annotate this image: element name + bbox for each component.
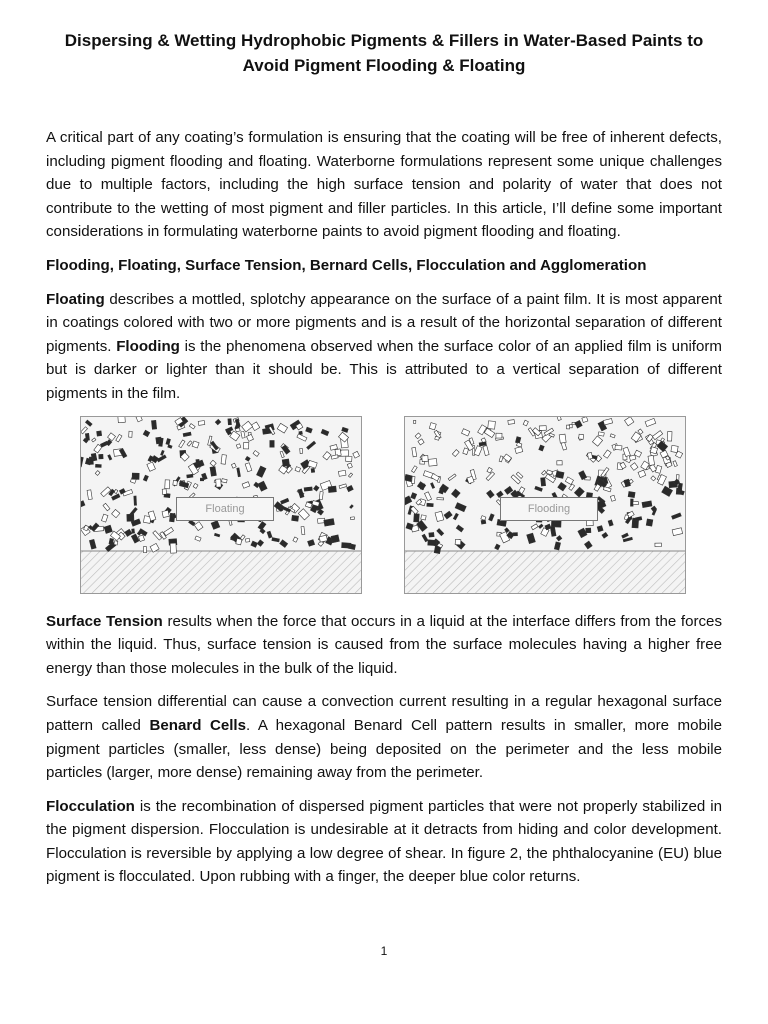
- dark-pigment-particle: [347, 485, 354, 491]
- dark-pigment-particle: [328, 486, 336, 492]
- dark-pigment-particle: [556, 535, 562, 540]
- dark-pigment-particle: [350, 504, 354, 508]
- term-flooding: Flooding: [116, 337, 180, 355]
- light-pigment-particle: [435, 511, 444, 521]
- light-pigment-particle: [350, 516, 354, 519]
- light-pigment-particle: [95, 470, 100, 475]
- light-pigment-particle: [488, 420, 496, 428]
- dark-pigment-particle: [430, 482, 434, 488]
- light-pigment-particle: [253, 450, 259, 456]
- dark-pigment-particle: [132, 473, 139, 479]
- light-pigment-particle: [346, 456, 352, 461]
- light-pigment-particle: [103, 503, 110, 511]
- dark-pigment-particle: [257, 466, 266, 477]
- light-pigment-particle: [667, 431, 672, 441]
- light-pigment-particle: [236, 538, 242, 544]
- dark-pigment-particle: [623, 537, 632, 542]
- light-pigment-particle: [412, 447, 417, 456]
- substrate: [405, 551, 685, 593]
- light-pigment-particle: [481, 515, 486, 520]
- light-pigment-particle: [418, 438, 424, 444]
- dark-pigment-particle: [422, 534, 428, 542]
- dark-pigment-particle: [584, 541, 592, 549]
- title-line-1: Dispersing & Wetting Hydrophobic Pigments & Fillers in Water-Based Paints to: [64, 31, 704, 50]
- dark-pigment-particle: [456, 525, 463, 532]
- page-number: 1: [380, 944, 388, 958]
- light-pigment-particle: [496, 433, 502, 438]
- dark-pigment-particle: [89, 456, 93, 464]
- light-pigment-particle: [561, 442, 567, 450]
- light-pigment-particle: [539, 425, 546, 430]
- light-pigment-particle: [655, 465, 661, 473]
- light-pigment-particle: [671, 445, 678, 452]
- light-pigment-particle: [431, 473, 439, 480]
- dark-pigment-particle: [267, 531, 272, 538]
- light-pigment-particle: [147, 462, 156, 471]
- light-pigment-particle: [437, 497, 444, 499]
- light-pigment-particle: [582, 417, 588, 422]
- light-pigment-particle: [415, 432, 421, 438]
- floating-diagram: [80, 416, 362, 594]
- dark-pigment-particle: [342, 427, 349, 432]
- dark-pigment-particle: [308, 539, 315, 546]
- document-title: [46, 28, 722, 78]
- light-pigment-particle: [221, 454, 226, 464]
- dark-pigment-particle: [342, 542, 351, 548]
- light-pigment-particle: [231, 463, 236, 468]
- light-pigment-particle: [170, 543, 176, 553]
- light-pigment-particle: [615, 445, 622, 450]
- light-pigment-particle: [216, 478, 222, 486]
- light-pigment-particle: [455, 539, 461, 545]
- dark-pigment-particle: [196, 459, 199, 463]
- dark-pigment-particle: [405, 474, 412, 481]
- dark-pigment-particle: [251, 541, 258, 547]
- dark-pigment-particle: [556, 471, 564, 478]
- dark-pigment-particle: [671, 512, 681, 518]
- light-pigment-particle: [295, 466, 301, 471]
- light-pigment-particle: [421, 514, 426, 519]
- light-pigment-particle: [566, 425, 569, 429]
- light-pigment-particle: [630, 462, 638, 470]
- light-pigment-particle: [347, 463, 352, 468]
- dark-pigment-particle: [166, 438, 171, 444]
- light-pigment-particle: [569, 484, 575, 490]
- light-pigment-particle: [164, 527, 174, 535]
- light-pigment-particle: [638, 470, 646, 478]
- dark-pigment-particle: [411, 492, 417, 498]
- light-pigment-particle: [557, 417, 561, 421]
- dark-pigment-particle: [254, 482, 260, 488]
- dark-pigment-particle: [321, 429, 329, 435]
- dark-pigment-particle: [635, 516, 642, 520]
- term-flocculation: Flocculation: [46, 797, 135, 815]
- light-pigment-particle: [610, 433, 615, 437]
- light-pigment-particle: [435, 436, 440, 440]
- dark-pigment-particle: [428, 539, 437, 545]
- dark-pigment-particle: [143, 475, 148, 481]
- dark-pigment-particle: [272, 537, 280, 541]
- dark-pigment-particle: [538, 524, 543, 528]
- dark-pigment-particle: [109, 538, 114, 544]
- dark-pigment-particle: [487, 490, 495, 498]
- light-pigment-particle: [474, 445, 482, 455]
- dark-pigment-particle: [414, 513, 420, 521]
- light-pigment-particle: [118, 417, 125, 423]
- dark-pigment-particle: [95, 464, 101, 467]
- light-pigment-particle: [452, 449, 459, 456]
- dark-pigment-particle: [554, 541, 560, 549]
- dark-pigment-particle: [81, 456, 83, 466]
- light-pigment-particle: [531, 523, 538, 529]
- intro-paragraph: A critical part of any coating’s formulation is ensuring that the coating will be free of inherent defects, including pigment flooding and floating. Waterborne formulations represent some unique challenges due to multiple factors, including the high surface tension and polarity of water that does not contribute to the wetting of most pigment and filler particles. In this article, I’ll define some important considerations in formulating waterborne paints to avoid pigment flooding and floating.: [46, 129, 722, 241]
- light-pigment-particle: [587, 452, 592, 459]
- dark-pigment-particle: [539, 445, 544, 451]
- light-pigment-particle: [645, 418, 656, 426]
- light-pigment-particle: [559, 434, 566, 443]
- dark-pigment-particle: [550, 526, 556, 536]
- dark-pigment-particle: [489, 513, 495, 520]
- document-page: [46, 28, 722, 889]
- light-pigment-particle: [319, 535, 327, 542]
- floating-label: Floating: [176, 497, 274, 521]
- dark-pigment-particle: [642, 500, 652, 507]
- light-pigment-particle: [277, 423, 287, 433]
- light-pigment-particle: [603, 486, 611, 491]
- dark-pigment-particle: [429, 532, 434, 537]
- light-pigment-particle: [114, 540, 118, 544]
- dark-pigment-particle: [451, 489, 460, 498]
- light-pigment-particle: [516, 472, 523, 478]
- light-pigment-particle: [542, 470, 547, 475]
- light-pigment-particle: [339, 483, 347, 488]
- light-pigment-particle: [592, 435, 602, 445]
- light-pigment-particle: [108, 432, 116, 440]
- dark-pigment-particle: [331, 534, 339, 542]
- light-pigment-particle: [189, 423, 195, 428]
- light-pigment-particle: [515, 446, 523, 453]
- light-pigment-particle: [499, 455, 503, 461]
- light-pigment-particle: [179, 439, 185, 447]
- light-pigment-particle: [429, 422, 436, 429]
- light-pigment-particle: [245, 462, 252, 471]
- dark-pigment-particle: [228, 418, 232, 424]
- light-pigment-particle: [410, 506, 418, 514]
- light-pigment-particle: [557, 460, 562, 464]
- light-pigment-particle: [129, 431, 133, 437]
- dark-pigment-particle: [314, 485, 320, 491]
- substrate: [81, 551, 361, 593]
- dark-pigment-particle: [455, 502, 466, 511]
- dark-pigment-particle: [159, 437, 164, 446]
- light-pigment-particle: [236, 443, 241, 448]
- dark-pigment-particle: [558, 482, 567, 491]
- dark-pigment-particle: [282, 459, 289, 467]
- dark-pigment-particle: [292, 515, 299, 521]
- light-pigment-particle: [565, 476, 573, 484]
- dark-pigment-particle: [270, 440, 274, 447]
- light-pigment-particle: [116, 434, 122, 442]
- light-pigment-particle: [298, 508, 309, 519]
- light-pigment-particle: [483, 445, 489, 455]
- light-pigment-particle: [210, 460, 216, 466]
- section-heading: Flooding, Floating, Surface Tension, Bernard Cells, Flocculation and Agglomeration: [46, 256, 647, 274]
- dark-pigment-particle: [541, 477, 546, 485]
- dark-pigment-particle: [479, 441, 486, 445]
- light-pigment-particle: [323, 451, 331, 459]
- light-pigment-particle: [153, 530, 162, 539]
- dark-pigment-particle: [104, 525, 112, 533]
- light-pigment-particle: [293, 536, 298, 541]
- term-benard-cells: Benard Cells: [149, 716, 247, 734]
- dark-pigment-particle: [628, 491, 635, 497]
- light-pigment-particle: [235, 427, 240, 431]
- light-pigment-particle: [192, 441, 199, 448]
- dark-pigment-particle: [85, 420, 92, 426]
- light-pigment-particle: [242, 481, 250, 488]
- dark-pigment-particle: [132, 528, 135, 532]
- dark-pigment-particle: [161, 450, 165, 455]
- light-pigment-particle: [523, 420, 528, 426]
- dark-pigment-particle: [406, 522, 413, 529]
- term-surface-tension: Surface Tension: [46, 612, 163, 630]
- dark-pigment-particle: [211, 520, 220, 529]
- light-pigment-particle: [353, 451, 360, 458]
- light-pigment-particle: [101, 514, 108, 522]
- light-pigment-particle: [651, 475, 656, 480]
- dark-pigment-particle: [214, 533, 220, 537]
- dark-pigment-particle: [622, 533, 629, 538]
- dark-pigment-particle: [127, 514, 134, 521]
- light-pigment-particle: [92, 437, 96, 441]
- light-pigment-particle: [603, 418, 612, 424]
- light-pigment-particle: [625, 417, 634, 426]
- dark-pigment-particle: [237, 467, 241, 476]
- light-pigment-particle: [187, 440, 192, 445]
- light-pigment-particle: [165, 479, 170, 488]
- light-pigment-particle: [241, 431, 245, 438]
- light-pigment-particle: [297, 433, 307, 440]
- light-pigment-particle: [648, 455, 655, 465]
- dark-pigment-particle: [574, 487, 584, 497]
- light-pigment-particle: [633, 501, 639, 504]
- dark-pigment-particle: [97, 430, 102, 435]
- light-pigment-particle: [143, 546, 146, 552]
- light-pigment-particle: [610, 495, 615, 501]
- dark-pigment-particle: [99, 454, 103, 459]
- light-pigment-particle: [136, 417, 142, 422]
- light-pigment-particle: [87, 489, 92, 499]
- dark-pigment-particle: [586, 528, 591, 533]
- dark-pigment-particle: [257, 539, 263, 546]
- light-pigment-particle: [300, 448, 303, 453]
- surface-tension-paragraph: Surface Tension results when the force that occurs in a liquid at the interface differs from the forces within the liquid. Thus, surface tension is caused from the surface molecules having a higher free energy than those molecules in the bulk of the liquid.: [46, 612, 722, 677]
- light-pigment-particle: [194, 521, 203, 530]
- dark-pigment-particle: [298, 488, 304, 497]
- light-pigment-particle: [245, 538, 249, 542]
- flooding-label: Flooding: [500, 497, 598, 521]
- dark-pigment-particle: [437, 528, 444, 535]
- light-pigment-particle: [348, 473, 352, 477]
- dark-pigment-particle: [143, 430, 150, 437]
- light-pigment-particle: [672, 527, 682, 535]
- light-pigment-particle: [331, 454, 338, 458]
- dark-pigment-particle: [304, 486, 312, 490]
- light-pigment-particle: [516, 442, 522, 447]
- light-pigment-particle: [462, 428, 470, 435]
- dark-pigment-particle: [481, 519, 486, 523]
- flooding-diagram: [404, 416, 686, 594]
- light-pigment-particle: [598, 431, 604, 435]
- dark-pigment-particle: [280, 539, 288, 547]
- dark-pigment-particle: [427, 503, 434, 507]
- dark-pigment-particle: [258, 481, 267, 491]
- light-pigment-particle: [114, 489, 118, 493]
- light-pigment-particle: [411, 465, 417, 472]
- dark-pigment-particle: [89, 539, 96, 549]
- light-pigment-particle: [162, 510, 169, 517]
- light-pigment-particle: [424, 491, 431, 500]
- light-pigment-particle: [338, 470, 346, 476]
- dark-pigment-particle: [311, 468, 315, 472]
- light-pigment-particle: [221, 478, 227, 482]
- dark-pigment-particle: [187, 474, 193, 478]
- light-pigment-particle: [162, 488, 166, 494]
- dark-pigment-particle: [151, 420, 156, 429]
- light-pigment-particle: [487, 467, 492, 473]
- dark-pigment-particle: [646, 518, 653, 525]
- dark-pigment-particle: [535, 486, 543, 491]
- light-pigment-particle: [422, 455, 428, 461]
- dark-pigment-particle: [81, 500, 85, 507]
- dark-pigment-particle: [168, 444, 172, 448]
- dark-pigment-particle: [183, 432, 191, 437]
- title-line-2: Avoid Pigment Flooding & Floating: [242, 56, 526, 75]
- light-pigment-particle: [414, 420, 416, 423]
- light-pigment-particle: [463, 447, 469, 454]
- light-pigment-particle: [448, 473, 456, 480]
- dark-pigment-particle: [444, 511, 452, 519]
- dark-pigment-particle: [495, 544, 500, 550]
- light-pigment-particle: [319, 491, 323, 499]
- dark-pigment-particle: [417, 481, 425, 489]
- dark-pigment-particle: [453, 513, 458, 520]
- light-pigment-particle: [603, 449, 611, 457]
- term-floating: Floating: [46, 290, 105, 308]
- light-pigment-particle: [198, 420, 205, 425]
- light-pigment-particle: [112, 509, 120, 517]
- light-pigment-particle: [247, 434, 254, 441]
- light-pigment-particle: [101, 486, 111, 496]
- floating-flooding-paragraph: Floating describes a mottled, splotchy appearance on the surface of a paint film. It is most apparent in coatings colored with two or more pigments and is a result of the horizontal separation of different pigments. Flooding is the phenomena observed when the surface color of an applied film is uniform but is darker or lighter than it should be. This is attributed to a vertical separation of different pigments in the film.: [46, 290, 722, 402]
- dark-pigment-particle: [112, 493, 120, 499]
- dark-pigment-particle: [245, 456, 250, 461]
- light-pigment-particle: [579, 434, 584, 439]
- dark-pigment-particle: [597, 525, 603, 531]
- dark-pigment-particle: [602, 532, 608, 538]
- light-pigment-particle: [301, 526, 305, 534]
- dark-pigment-particle: [125, 529, 132, 536]
- dark-pigment-particle: [608, 519, 613, 525]
- light-pigment-particle: [673, 460, 677, 466]
- dark-pigment-particle: [215, 419, 221, 425]
- dark-pigment-particle: [306, 427, 313, 433]
- dark-pigment-particle: [210, 466, 216, 476]
- light-pigment-particle: [652, 430, 662, 439]
- dark-pigment-particle: [134, 496, 137, 505]
- dark-pigment-particle: [307, 441, 316, 449]
- light-pigment-particle: [508, 419, 515, 424]
- floating-flooding-figure: [46, 416, 722, 594]
- dark-pigment-particle: [324, 518, 335, 526]
- flocculation-paragraph: Flocculation is the recombination of dispersed pigment particles that were not properly stabilized in the pigment dispersion. Flocculation is undesirable at it detracts from hiding and color development. Flocculation is reversible by applying a low degree of shear. In figure 2, the phthalocyanine (EU) blue pigment is flocculated. Upon rubbing with a finger, the deeper blue color returns.: [46, 797, 722, 886]
- dark-pigment-particle: [575, 420, 582, 428]
- dark-pigment-particle: [527, 533, 536, 544]
- light-pigment-particle: [243, 442, 248, 449]
- light-pigment-particle: [81, 426, 88, 433]
- benard-cells-paragraph: Surface tension differential can cause a convection current resulting in a regular hexagonal surface pattern called Benard Cells. A hexagonal Benard Cell pattern results in smaller, more mobile pigment particles (smaller, less dense) being deposited on the perimeter and the less mobile particles (larger, more dense) remaining away from the perimeter.: [46, 693, 722, 782]
- light-pigment-particle: [280, 451, 284, 458]
- light-pigment-particle: [428, 458, 437, 466]
- light-pigment-particle: [638, 428, 643, 433]
- dark-pigment-particle: [281, 498, 289, 504]
- light-pigment-particle: [242, 421, 253, 432]
- light-pigment-particle: [173, 480, 178, 485]
- dark-pigment-particle: [131, 534, 139, 543]
- light-pigment-particle: [193, 483, 198, 488]
- light-pigment-particle: [655, 543, 662, 547]
- dark-pigment-particle: [551, 520, 561, 527]
- light-pigment-particle: [195, 536, 201, 541]
- dark-pigment-particle: [108, 454, 112, 459]
